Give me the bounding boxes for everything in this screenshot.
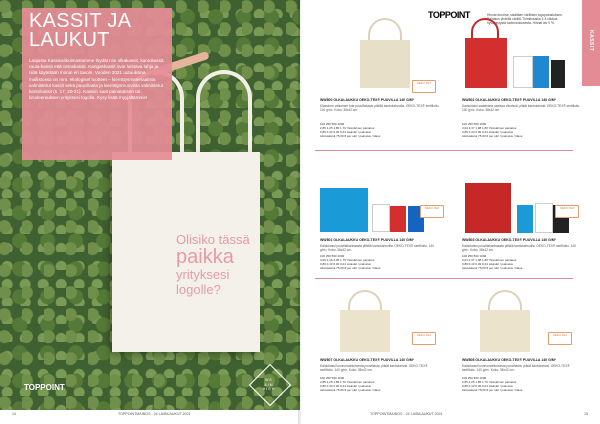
price-row: 100 250 500 1000 [320,376,345,380]
price-row: 3,09 2,46 2,05 1,79 Yksivärinen painatus [320,258,375,262]
oeko-tex-badge: OEKO-TEX [555,205,579,218]
product-description: Kantokassi puuvillakankaasta pitkillä kantokahvoilla. OEKO-TEX® sertifioitu. 140 g/m². Koko: 38x42 cm. [462,244,576,252]
price-table [462,122,582,138]
product-image-natural-tote [340,290,390,352]
product-title: WW800 OLKALAUKKU OEKO-TEX® PUUVILLA 140 G/M² [320,98,414,102]
price-row: 0,89 0,43 0,30 0,24 Lisäväri / painatus [462,130,513,134]
left-footer: TOPPOINTMAINOS - 24 LAIBILAUKUT 2021 [118,412,191,416]
bag-slogan-line: paikka [176,246,234,268]
price-row: 2,85 2,25 1,85 1,70 Yksivärinen painatus [320,126,375,130]
price-table [320,254,440,270]
price-row: 2,85 2,25 1,85 1,70 Yksivärinen painatus [320,380,375,384]
product-title: WW802 OLKALAUKKU OEKO-TEX® PUUVILLA 140 G/M² [462,98,556,102]
product-image-red-totes [465,168,570,233]
oeko-tex-badge: OEKO-TEX [412,80,436,93]
price-row: 100 250 500 1000 [462,254,487,258]
bag-slogan-line: logolle? [176,282,221,297]
product-image-natural-tote [480,290,530,352]
badge-line: HIGH [262,387,276,391]
price-row: 2,85 2,25 1,85 1,70 Yksivärinen painatus [462,380,517,384]
price-row: 0,89 0,43 0,30 0,24 Lisäväri / painatus [462,262,513,266]
product-image-natural-tote [360,18,410,88]
product-description: Kantokassi saatavana useissa väreissä, pitkät kantokahvat. OEKO-TEX® sertifioitu. 140 g/m². Koko: 38x42 cm. [462,104,581,112]
separator [315,150,573,151]
product-image-colored-totes [465,18,565,88]
badge-line: AIM [264,382,274,387]
price-row: 100 250 500 1000 [462,122,487,126]
bag-slogan [176,232,250,297]
separator [315,278,573,279]
price-row: 0,89 0,43 0,30 0,24 Lisäväri / painatus [320,262,371,266]
right-page-number: 15 [584,412,588,416]
price-row: 0,89 0,43 0,30 0,24 Lisäväri / painatus [320,130,371,134]
page-heading: KASSIT JA LAUKUT [29,10,131,51]
product-description: Kantokassi puuvillakankaasta pitkillä kantokahvoilla. OEKO-TEX® sertifioitu. 140 g/m². Koko: 38x42 cm. [320,244,434,252]
price-row: 100 250 500 1000 [462,376,487,380]
product-image-blue-totes [320,172,430,232]
price-table [462,376,582,392]
bag-slogan-line: yrityksesi [176,267,230,282]
left-page [0,0,300,410]
price-row: Aloituskulut 75,00 € per väri / painatus / tilaus [462,388,523,392]
oeko-tex-badge: OEKO-TEX [548,332,572,345]
price-row: Aloituskulut 75,00 € per väri / painatus / tilaus [462,134,523,138]
price-row: 100 250 500 1000 [320,254,345,258]
price-row: Aloituskulut 75,00 € per väri / painatus / tilaus [462,266,523,270]
intro-box [22,8,172,160]
product-title: WW801 OLKALAUKKU OEKO-TEX® PUUVILLA 140 G/M² [320,238,414,242]
price-row: 3,04 2,37 1,98 1,80 Yksivärinen painatus [462,258,517,262]
section-tab-label: KASSIT [588,30,594,52]
bag-handle-right [196,70,252,164]
badge-line: WE [265,378,273,382]
price-row: Aloituskulut 75,00 € per väri / painatus / tilaus [320,266,381,270]
gutter-shadow [298,0,302,424]
price-row: Aloituskulut 75,00 € per väri / painatus / tilaus [320,134,381,138]
price-table [320,122,440,138]
left-page-number: 14 [12,412,16,416]
product-title: WW808 OLKALAUKKU OEKO-TEX® PUUVILLA 140 G/M² [462,358,556,362]
product-description: Kantokassi luonnonvalkoisesta puuvillasta, pitkät kantokahvat. OEKO-TEX® sertifioitu. 140 g/m². Koko: 38x42 cm. [320,364,428,372]
product-description: Kantokassi luonnonvalkoisesta puuvillasta, pitkät kantokahvat. OEKO-TEX® sertifioitu. 140 g/m². Koko: 38x42 cm. [462,364,570,372]
price-row: Aloituskulut 75,00 € per väri / painatus / tilaus [320,388,381,392]
we-aim-high-text [256,378,282,392]
price-row: 0,89 0,43 0,30 0,24 Lisäväri / painatus [320,384,371,388]
product-title: WW803 OLKALAUKKU OEKO-TEX® PUUVILLA 140 G/M² [462,238,556,242]
oeko-tex-badge: OEKO-TEX [420,205,444,218]
price-table [462,254,582,270]
product-description: Klassinen valkoinen tote puuvillakassi pitkillä kantokahvoilla. OEKO-TEX® sertifioitu. 140 g/m². Koko: 38x42 cm. [320,104,440,112]
price-row: 0,89 0,43 0,30 0,24 Lisäväri / painatus [462,384,513,388]
intro-text: Laajasta Kassivalikoimastamme löydät niin olkakassit, kantokassit, rauta-kassit että ostoskassit. Kangaskassit ovat loistava lahja ja niitä käytetään monin eri tavoin. Vuoden 2021 uutuuksina mallistossa on mm. ekologiset tuotteet – kierrätysmateriaalista valmistetut kassit sekä puuvillasta ja kierrätysmuovista valmistetut kantokassit (s. 17, 20-21). Kassiin saat painatuksen tai brodeerauksen yrityksesi logolla. Kysy lisää myyjältämme! [29,58,165,101]
bag-slogan-line: Olisiko tässä [176,232,250,247]
product-title: WW807 OLKALAUKKU OEKO-TEX® PUUVILLA 140 G/M² [320,358,414,362]
price-note: Hinnat euroina, sisältäen värillisen logopainatuksen. Painatus yhdellä värillä. Toimitusaika 3-4 viikkoa hyväksytystä tuotevedoksesta. Hinnat alv 0 %. [487,13,563,26]
price-row: 3,04 2,37 1,98 1,80 Yksivärinen painatus [462,126,517,130]
price-row: 100 250 500 1000 [320,122,345,126]
toppoint-logo: TOPPOINT [24,383,65,392]
oeko-tex-badge: OEKO-TEX [412,332,436,345]
price-table [320,376,440,392]
toppoint-logo: TOPPOINT [428,10,470,20]
right-footer: TOPPOINTMAINOS - 24 LAIBILAUKUT 2021 [370,412,443,416]
